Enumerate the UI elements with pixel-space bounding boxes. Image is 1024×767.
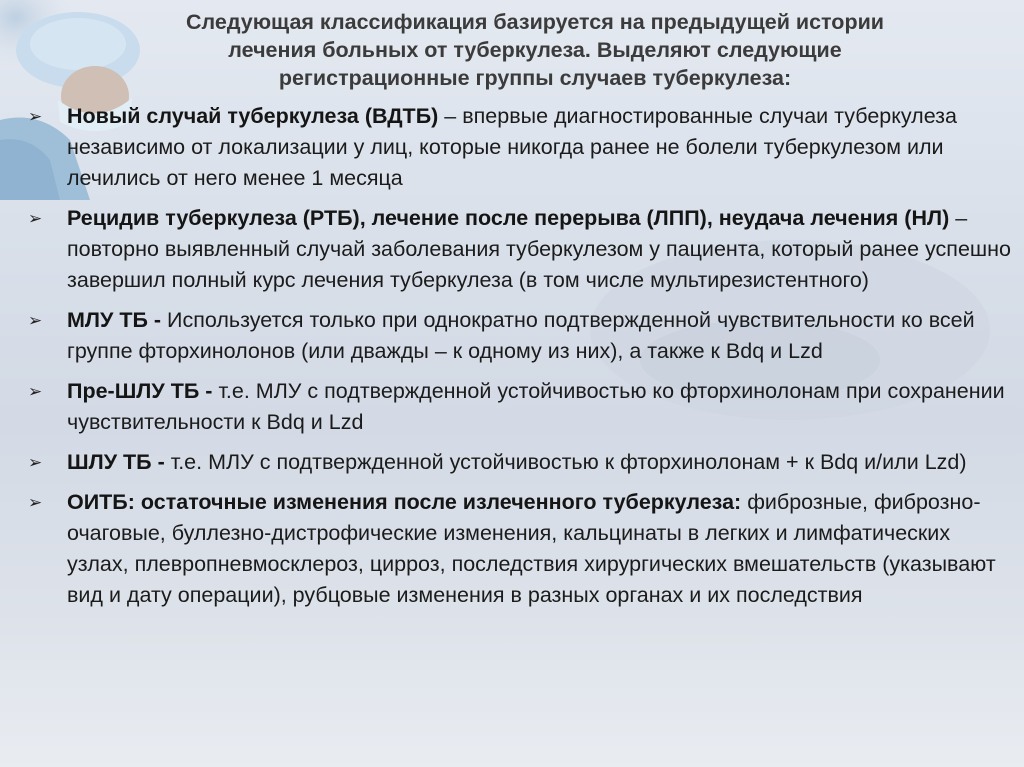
arrow-bullet-icon: ➢ (28, 453, 43, 472)
list-item (0, 487, 1024, 611)
item-description: т.е. МЛУ с подтвержденной устойчивостью к фторхинолонам + к Bdq и/или Lzd) (164, 450, 967, 474)
item-description: – повторно выявленный случай заболевания туберкулезом у пациента, который ранее успешно завершил полный курс лечения туберкулеза (в том числе мультирезистентного) (67, 206, 1011, 292)
arrow-bullet-icon: ➢ (28, 107, 43, 126)
arrow-bullet-icon: ➢ (28, 209, 43, 228)
title-line: лечения больных от туберкулеза. Выделяют следующие (228, 38, 842, 62)
item-heading: Пре-ШЛУ ТБ - (67, 379, 213, 403)
item-heading: ОИТБ: остаточные изменения после излеченного туберкулеза: (67, 490, 742, 514)
bullet-list (0, 101, 1024, 620)
slide-title (70, 8, 1000, 92)
item-heading: МЛУ ТБ - (67, 308, 162, 332)
title-line: Следующая классификация базируется на предыдущей истории (185, 10, 885, 34)
item-heading: Рецидив туберкулеза (РТБ), лечение после перерыва (ЛПП), неудача лечения (НЛ) (67, 206, 950, 230)
list-item (0, 376, 1024, 438)
item-heading: ШЛУ ТБ - (67, 450, 165, 474)
arrow-bullet-icon: ➢ (28, 493, 43, 512)
arrow-bullet-icon: ➢ (28, 382, 43, 401)
item-heading: Новый случай туберкулеза (ВДТБ) (67, 104, 439, 128)
arrow-bullet-icon: ➢ (28, 311, 43, 330)
item-description: – впервые диагностированные случаи туберкулеза независимо от локализации у лиц, которые никогда ранее не болели туберкулезом или лечились от него менее 1 месяца (67, 104, 957, 190)
item-description: фиброзные, фиброзно-очаговые, буллезно-дистрофические изменения, кальцинаты в легких и лимфатических узлах, плевропневмосклероз, цирроз, последствия хирургических вмешательств (указывают вид и дату операции), рубцовые изменения в разных органах и их последствия (67, 490, 996, 607)
title-line: регистрационные группы случаев туберкулеза: (278, 66, 792, 90)
list-item (0, 447, 1024, 478)
list-item (0, 305, 1024, 367)
list-item (0, 203, 1024, 296)
item-description: т.е. МЛУ с подтвержденной устойчивостью ко фторхинолонам при сохранении чувствительности к Bdq и Lzd (67, 379, 1005, 434)
list-item (0, 101, 1024, 194)
item-description: Используется только при однократно подтвержденной чувствительности ко всей группе фторхинолонов (или дважды – к одному из них), а также к Bdq и Lzd (67, 308, 975, 363)
